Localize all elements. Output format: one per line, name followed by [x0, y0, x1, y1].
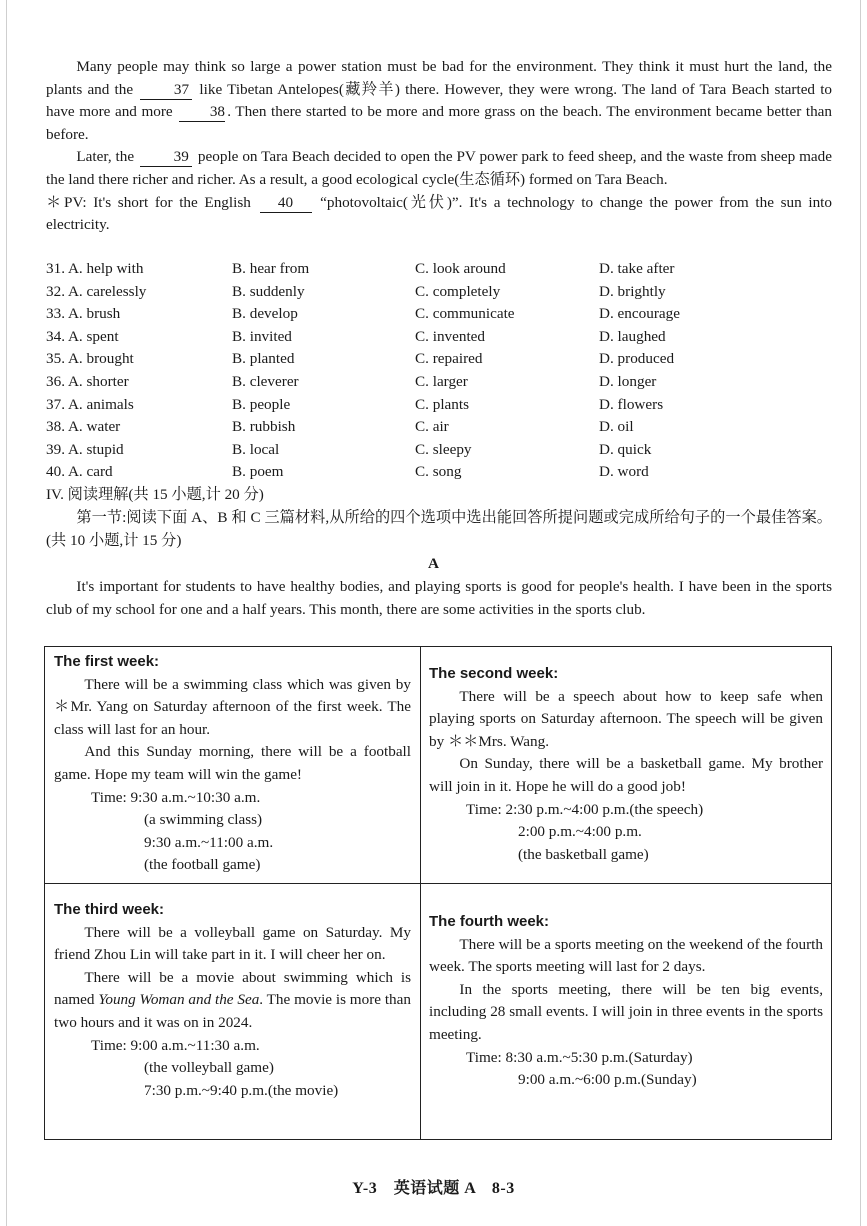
third-week-time-2: 7:30 p.m.~9:40 p.m.(the movie) — [144, 1081, 339, 1099]
option-34-b: B. invited — [232, 327, 292, 345]
option-row-35: 35. A. brought B. planted C. repaired D. produced — [46, 348, 836, 371]
blank-38: 38 — [179, 103, 225, 122]
second-week-time-2-note: (the basketball game) — [518, 845, 649, 863]
cloze-footnote: ＊PV: It's short for the English 40 “photovoltaic(光伏)”. It's a technology to change the power from the sun into electricity. — [46, 193, 832, 234]
option-33-a: A. brush — [67, 305, 121, 323]
option-40-c: C. song — [415, 463, 462, 481]
option-38-d: D. oil — [599, 418, 634, 436]
third-week-paragraph-1: There will be a volleyball game on Saturday. My friend Zhou Lin will take part in it. I will cheer her on. — [54, 923, 411, 964]
option-38-c: C. air — [415, 418, 449, 436]
option-40-a: A. card — [67, 463, 113, 481]
option-39-d: D. quick — [599, 440, 652, 458]
option-32-a: A. carelessly — [67, 282, 147, 300]
option-37-c: C. plants — [415, 395, 470, 413]
option-39-b: B. local — [232, 440, 280, 458]
page-border-right — [860, 0, 861, 1226]
cloze-paragraph-1: Many people may think so large a power station must be bad for the environment. They think it must hurt the land, the plants and the 37 like Tibetan Antelopes(藏羚羊) there. However, they were wrong. The land of Tara Beach started to have more and more 38 . Then there started to be more and more grass on the beach. The environment became better than before. — [46, 58, 833, 143]
section-title: IV. 阅读理解(共 15 小题,计 20 分) — [46, 486, 264, 503]
second-week-paragraph-2: On Sunday, there will be a basketball game. My brother will join in it. Hope he will do a good job! — [429, 755, 823, 795]
movie-title: Young Woman and the Sea — [98, 991, 260, 1009]
option-row-38: 38. A. water B. rubbish C. air D. oil — [46, 416, 836, 439]
option-38-a: A. water — [67, 418, 121, 436]
option-37-a: A. animals — [67, 395, 134, 413]
reading-passage-label: A — [428, 555, 439, 572]
option-33-c: C. communicate — [415, 305, 515, 323]
option-row-37: 37. A. animals B. people C. plants D. flowers — [46, 394, 836, 417]
option-40-d: D. word — [599, 463, 649, 481]
page-border-left — [6, 0, 7, 1226]
option-32-b: B. suddenly — [232, 282, 305, 300]
option-39-c: C. sleepy — [415, 440, 472, 458]
option-31-c: C. look around — [415, 260, 506, 277]
option-37-d: D. flowers — [599, 395, 664, 413]
first-week-paragraph-1: There will be a swimming class which was given by ＊Mr. Yang on Saturday afternoon of the first week. The class will last for an hour. — [54, 675, 411, 738]
option-row-36: 36. A. shorter B. cleverer C. larger D. longer — [46, 371, 836, 394]
option-row-33: 33. A. brush B. develop C. communicate D. encourage — [46, 303, 836, 326]
fourth-week-time-1: Time: 8:30 a.m.~5:30 p.m.(Saturday) — [466, 1048, 693, 1066]
option-row-39: 39. A. stupid B. local C. sleepy D. quick — [46, 439, 836, 462]
option-38-b: B. rubbish — [232, 418, 296, 436]
option-35-d: D. produced — [599, 350, 675, 368]
table-divider-vertical — [420, 647, 421, 1139]
fourth-week-paragraph-1: There will be a sports meeting on the weekend of the fourth week. The sports meeting will last for 2 days. — [429, 935, 823, 976]
third-week-title: The third week: — [54, 901, 165, 918]
option-32-c: C. completely — [415, 282, 501, 300]
second-week-time-1: Time: 2:30 p.m.~4:00 p.m.(the speech) — [466, 800, 704, 818]
cloze-passage — [46, 56, 832, 237]
option-row-34: 34. A. spent B. invited C. invented D. laughed — [46, 326, 836, 349]
option-36-d: D. longer — [599, 372, 657, 390]
option-36-c: C. larger — [415, 372, 468, 390]
option-31-b: B. hear from — [232, 260, 310, 277]
first-week-title: The first week: — [54, 653, 160, 670]
table-cell-fourth-week — [429, 911, 823, 1092]
option-40-b: B. poem — [232, 463, 284, 481]
second-week-title: The second week: — [429, 665, 559, 682]
first-week-paragraph-2: And this Sunday morning, there will be a football game. Hope my team will win the game! — [54, 743, 411, 783]
reading-intro: It's important for students to have healthy bodies, and playing sports is good for people's health. I have been in the sports club of my school for one and a half years. This month, there are some activities in the sports club. — [46, 578, 832, 618]
option-32-d: D. brightly — [599, 282, 666, 300]
second-week-paragraph-1: There will be a speech about how to keep safe when playing sports on Saturday afternoon. The speech will be given by ＊＊Mrs. Wang. — [429, 687, 823, 750]
third-week-paragraph-2: There will be a movie about swimming which is named Young Woman and the Sea. The movie is more than two hours and it was on in 2024. — [54, 968, 411, 1031]
table-cell-second-week — [429, 663, 823, 866]
option-34-d: D. laughed — [599, 327, 666, 345]
third-week-time-1: Time: 9:00 a.m.~11:30 a.m. — [91, 1036, 260, 1054]
option-34-c: C. invented — [415, 327, 486, 345]
section-instructions: 第一节:阅读下面 A、B 和 C 三篇材料,从所给的四个选项中选出能回答所提问题或完成所给句子的一个最佳答案。(共 10 小题,计 15 分) — [46, 509, 832, 549]
option-35-b: B. planted — [232, 350, 295, 368]
table-divider-horizontal — [45, 883, 831, 884]
activities-table — [44, 646, 832, 1140]
blank-37: 37 — [140, 81, 192, 100]
option-row-31: 31. A. help with B. hear from C. look around D. take after — [46, 258, 836, 281]
option-39-a: A. stupid — [67, 440, 124, 458]
blank-40: 40 — [260, 194, 312, 213]
option-row-32: 32. A. carelessly B. suddenly C. completely D. brightly — [46, 281, 836, 304]
first-week-time-2: 9:30 a.m.~11:00 a.m. — [144, 833, 274, 851]
option-35-a: A. brought — [67, 350, 134, 368]
first-week-time-1-note: (a swimming class) — [144, 811, 263, 829]
option-31-d: D. take after — [599, 260, 675, 277]
option-31-a: A. help with — [67, 260, 144, 277]
fourth-week-title: The fourth week: — [429, 913, 550, 930]
first-week-time-2-note: (the football game) — [144, 856, 261, 874]
option-34-a: A. spent — [67, 327, 119, 345]
first-week-time-1: Time: 9:30 a.m.~10:30 a.m. — [91, 788, 261, 806]
option-35-c: C. repaired — [415, 350, 483, 368]
option-33-b: B. develop — [232, 305, 298, 323]
table-cell-first-week — [54, 651, 411, 877]
cloze-paragraph-2: Later, the 39 people on Tara Beach decided to open the PV power park to feed sheep, and the waste from sheep made the land there richer and richer. As a result, a good ecological cycle(生态循环) formed on Tara Beach. — [46, 148, 833, 188]
option-36-a: A. shorter — [67, 372, 129, 390]
option-37-b: B. people — [232, 395, 291, 413]
fourth-week-paragraph-2: In the sports meeting, there will be ten big events, including 28 small events. I will join in three events in the sports meeting. — [429, 980, 823, 1043]
option-33-d: D. encourage — [599, 305, 680, 323]
option-36-b: B. cleverer — [232, 372, 299, 390]
page-footer: Y-3 英语试题 A 8-3 — [352, 1180, 515, 1197]
fourth-week-time-2: 9:00 a.m.~6:00 p.m.(Sunday) — [518, 1071, 697, 1089]
option-row-40: 40. A. card B. poem C. song D. word — [46, 461, 836, 484]
table-cell-third-week — [54, 899, 411, 1102]
second-week-time-2: 2:00 p.m.~4:00 p.m. — [518, 823, 642, 841]
third-week-time-1-note: (the volleyball game) — [144, 1059, 274, 1077]
blank-39: 39 — [140, 148, 192, 167]
options-list — [46, 258, 836, 484]
